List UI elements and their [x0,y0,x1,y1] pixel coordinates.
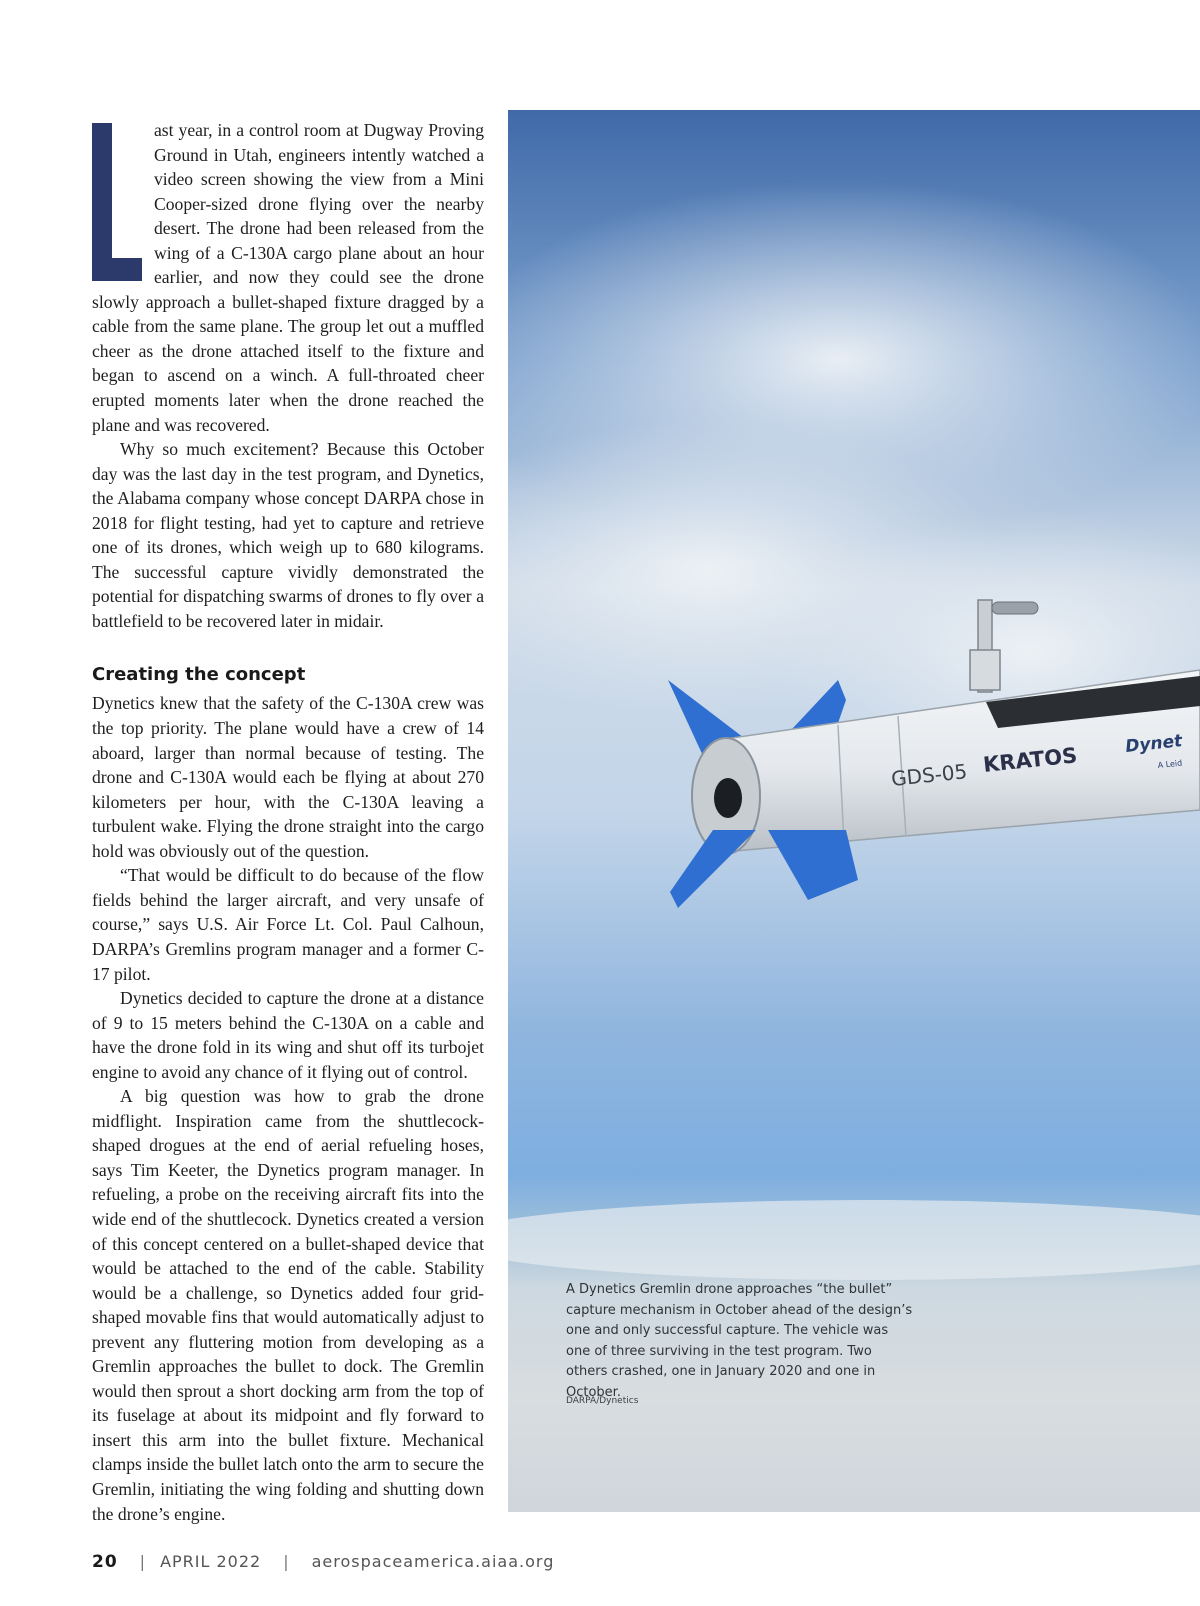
footer-separator: | [283,1552,290,1571]
website-url: aerospaceamerica.aiaa.org [311,1552,555,1571]
drop-cap [92,123,142,281]
page-footer [92,1552,554,1572]
article-body [92,118,484,1526]
hull-marking: A Leid [1157,758,1183,770]
footer-separator: | [139,1552,147,1571]
paragraph: A big question was how to grab the drone midflight. Inspiration came from the shuttlecock-shaped drogues at the end of aerial refueling hoses, says Tim Keeter, the Dynetics program manager. In refueling, a probe on the receiving aircraft fits into the wide end of the shuttlecock. Dynetics created a version of this concept centered on a bullet-shaped device that would be attached to the end of the cable. Stability would be a challenge, so Dynetics added four grid-shaped movable fins that would automatically adjust to prevent any fluttering motion from developing as a Gremlin approaches the bullet to dock. The Gremlin would then sprout a short docking arm from the top of its fuselage at about its midpoint and fly forward to insert this arm into the bullet fixture. Mechanical clamps inside the bullet latch onto the arm to secure the Gremlin, initiating the wing folding and shutting down the drone’s engine. [92,1086,484,1524]
paragraph-text: ast year, in a control room at Dugway Proving Ground in Utah, engineers intently watched a video screen showing the view from a Mini Cooper-sized drone flying over the nearby desert. The drone had been released from the wing of a C-130A cargo plane about an hour earlier, and now they could see the drone slowly approach a bullet-shaped fixture dragged by a cable from the same plane. The group let out a muffled cheer as the drone attached itself to the fixture and began to ascend on a winch. A full-throated cheer erupted moments later when the drone reached the plane and was recovered. [92,120,484,435]
paragraph: “That would be difficult to do because of the flow fields behind the larger aircraft, and very unsafe of course,” says U.S. Air Force Lt. Col. Paul Calhoun, DARPA’s Gremlins program manager and a former C-17 pilot. [92,865,484,984]
page-number: 20 [92,1552,118,1572]
photo-caption: A Dynetics Gremlin drone approaches “the bullet” capture mechanism in October ahead of the design’s one and only successful capture. The vehicle was one of three surviving in the test program. Two others crashed, one in January 2020 and one in October. [566,1282,913,1400]
photo-credit: DARPA/Dynetics [566,1396,639,1406]
hull-marking: Dynet [1124,731,1184,757]
hull-marking: KRATOS [982,743,1079,777]
issue-date: APRIL 2022 [160,1552,262,1571]
tail-fin [768,830,858,900]
paragraph [92,118,484,437]
paragraph: Dynetics decided to capture the drone at a distance of 9 to 15 meters behind the C-130A on a cable and have the drone fold in its wing and shut off its turbojet engine to avoid any chance of it flying out of control. [92,988,484,1082]
tail-fin [670,830,756,908]
distant-mountains [508,1200,1200,1280]
paragraph: Why so much excitement? Because this October day was the last day in the test program, and Dynetics, the Alabama company whose concept DARPA chose in 2018 for flight testing, had yet to capture and retrieve one of its drones, which weigh up to 680 kilograms. The successful capture vividly demonstrated the potential for dispatching swarms of drones to fly over a battlefield to be recovered later in midair. [92,439,484,631]
section-heading: Creating the concept [92,664,306,686]
paragraph: Dynetics knew that the safety of the C-130A crew was the top priority. The plane would have a crew of 14 aboard, larger than normal because of testing. The drone and C-130A would each be flying at about 270 kilometers per hour, with the C-130A leaving a turbulent wake. Flying the drone straight into the cargo hold was obviously out of the question. [92,693,484,861]
hull-marking: GDS-05 [890,759,969,791]
